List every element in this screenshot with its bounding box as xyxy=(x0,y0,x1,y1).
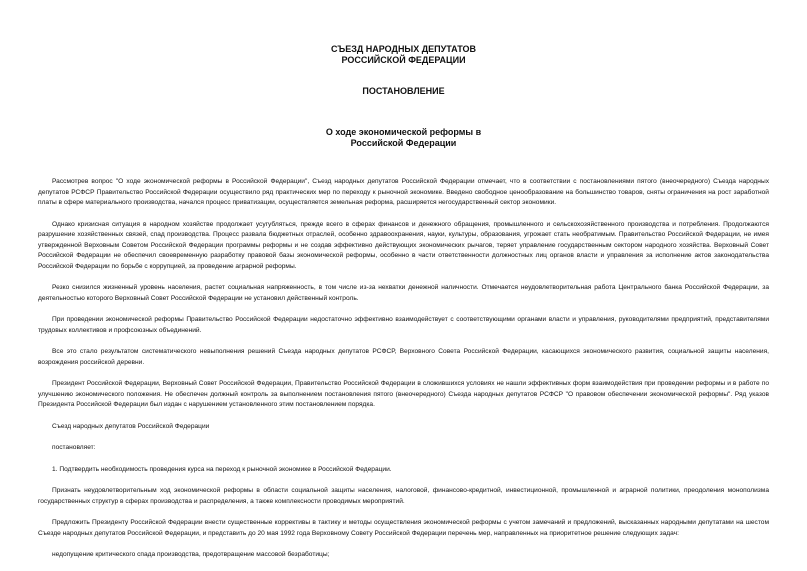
paragraph-10: Признать неудовлетворительным ход экономической реформы в области социальной защиты населения, налоговой, финансово-кредитной, инвестиционной, промышленной и аграрной политики, преодоления монополизма государственных структур в сферах производства и распределения, а также комплексности проводимых мероприятий. xyxy=(38,487,769,505)
document-title xyxy=(38,127,769,149)
issuing-body-line-1: СЪЕЗД НАРОДНЫХ ДЕПУТАТОВ xyxy=(331,44,476,54)
issuing-body-line-2: РОССИЙСКОЙ ФЕДЕРАЦИИ xyxy=(341,55,466,65)
paragraph-12: недопущение критического спада производства, предотвращение массовой безработицы; xyxy=(52,551,330,559)
issuing-body xyxy=(38,44,769,66)
paragraph-9: 1. Подтвердить необходимость проведения курса на переход к рыночной экономике в Российской Федерации. xyxy=(52,465,392,473)
paragraph-8: постановляет: xyxy=(52,444,96,452)
document-title-line-1: О ходе экономической реформы в xyxy=(325,127,482,137)
paragraph-7: Съезд народных депутатов Российской Федерации xyxy=(52,422,210,430)
paragraph-5: Все это стало результатом систематического невыполнения решений Съезда народных депутатов РСФСР, Верховного Совета Российской Федерации, касающихся экономического развития, социальной защиты населения, возрождения российской деревни. xyxy=(38,348,769,366)
paragraph-6: Президент Российской Федерации, Верховный Совет Российской Федерации, Правительство Российской Федерации в сложившихся условиях не нашли эффективных форм взаимодействия при проведении реформы и в работе по улучшению экономического положения. Не обеспечен должный контроль за выполнением постановления пятого (внеочередного) Съезда народных депутатов РСФСР "О правовом обеспечении экономической реформы". Ряд указов Президента Российской Федерации был издан с нарушением установленного этим постановлением порядка. xyxy=(38,380,769,409)
paragraph-11: Предложить Президенту Российской Федерации внести существенные коррективы в тактику и методы осуществления экономической реформы с учетом замечаний и предложений, высказанных народными депутатами на шестом Съезде народных депутатов Российской Федерации, и представить до 20 мая 1992 года Верховному Совету Российской Федерации перечень мер, направленных на приоритетное решение следующих задач: xyxy=(38,519,769,537)
document-title-line-2: Российской Федерации xyxy=(350,138,457,148)
paragraph-4: При проведении экономической реформы Правительство Российской Федерации недостаточно эффективно взаимодействует с соответствующими органами власти и управления, руководителями предприятий, представителями трудовых коллективов и профсоюзных объединений. xyxy=(38,316,769,334)
paragraph-3: Резко снизился жизненный уровень населения, растет социальная напряженность, в том числе из-за нехватки денежной наличности. Отмечается неудовлетворительная работа Центрального банка Российской Федерации, за деятельностью которого Верховный Совет Российской Федерации не установил действенный контроль. xyxy=(38,284,769,302)
document-body xyxy=(38,177,769,561)
paragraph-1: Рассмотрев вопрос "О ходе экономической реформы в Российской Федерации", Съезд народных депутатов Российской Федерации отмечает, что в соответствии с постановлениями пятого (внеочередного) Съезда народных депутатов РСФСР Правительство Российской Федерации осуществило ряд практических мер по переходу к рыночной экономике. Введено свободное ценообразование на большинство товаров, сняты ограничения на рост заработной платы в сфере материального производства, начался процесс приватизации, осуществляется земельная реформа, расширяется негосударственный сектор экономики. xyxy=(38,178,769,207)
paragraph-2: Однако кризисная ситуация в народном хозяйстве продолжает усугубляться, прежде всего в сферах финансов и денежного обращения, промышленного и сельскохозяйственного производства и потребления. Продолжаются разрушение хозяйственных связей, спад производства. Процесс развала бюджетных отраслей, особенно здравоохранения, науки, культуры, образования, угрожает стать необратимым. Правительство Российской Федерации, не имея утвержденной Верховным Советом Российской Федерации программы реформы и не создав эффективно действующих экономических рычагов, теряет управление государственным сектором народного хозяйства. Верховный Совет Российской Федерации не обеспечил своевременную разработку правовой базы экономической реформы, особенно в части ответственности должностных лиц органов власти и управления за исполнение актов законодательства Российской Федерации по борьбе с коррупцией, за проведение аграрной реформы. xyxy=(38,220,769,270)
document-type: ПОСТАНОВЛЕНИЕ xyxy=(362,86,445,96)
